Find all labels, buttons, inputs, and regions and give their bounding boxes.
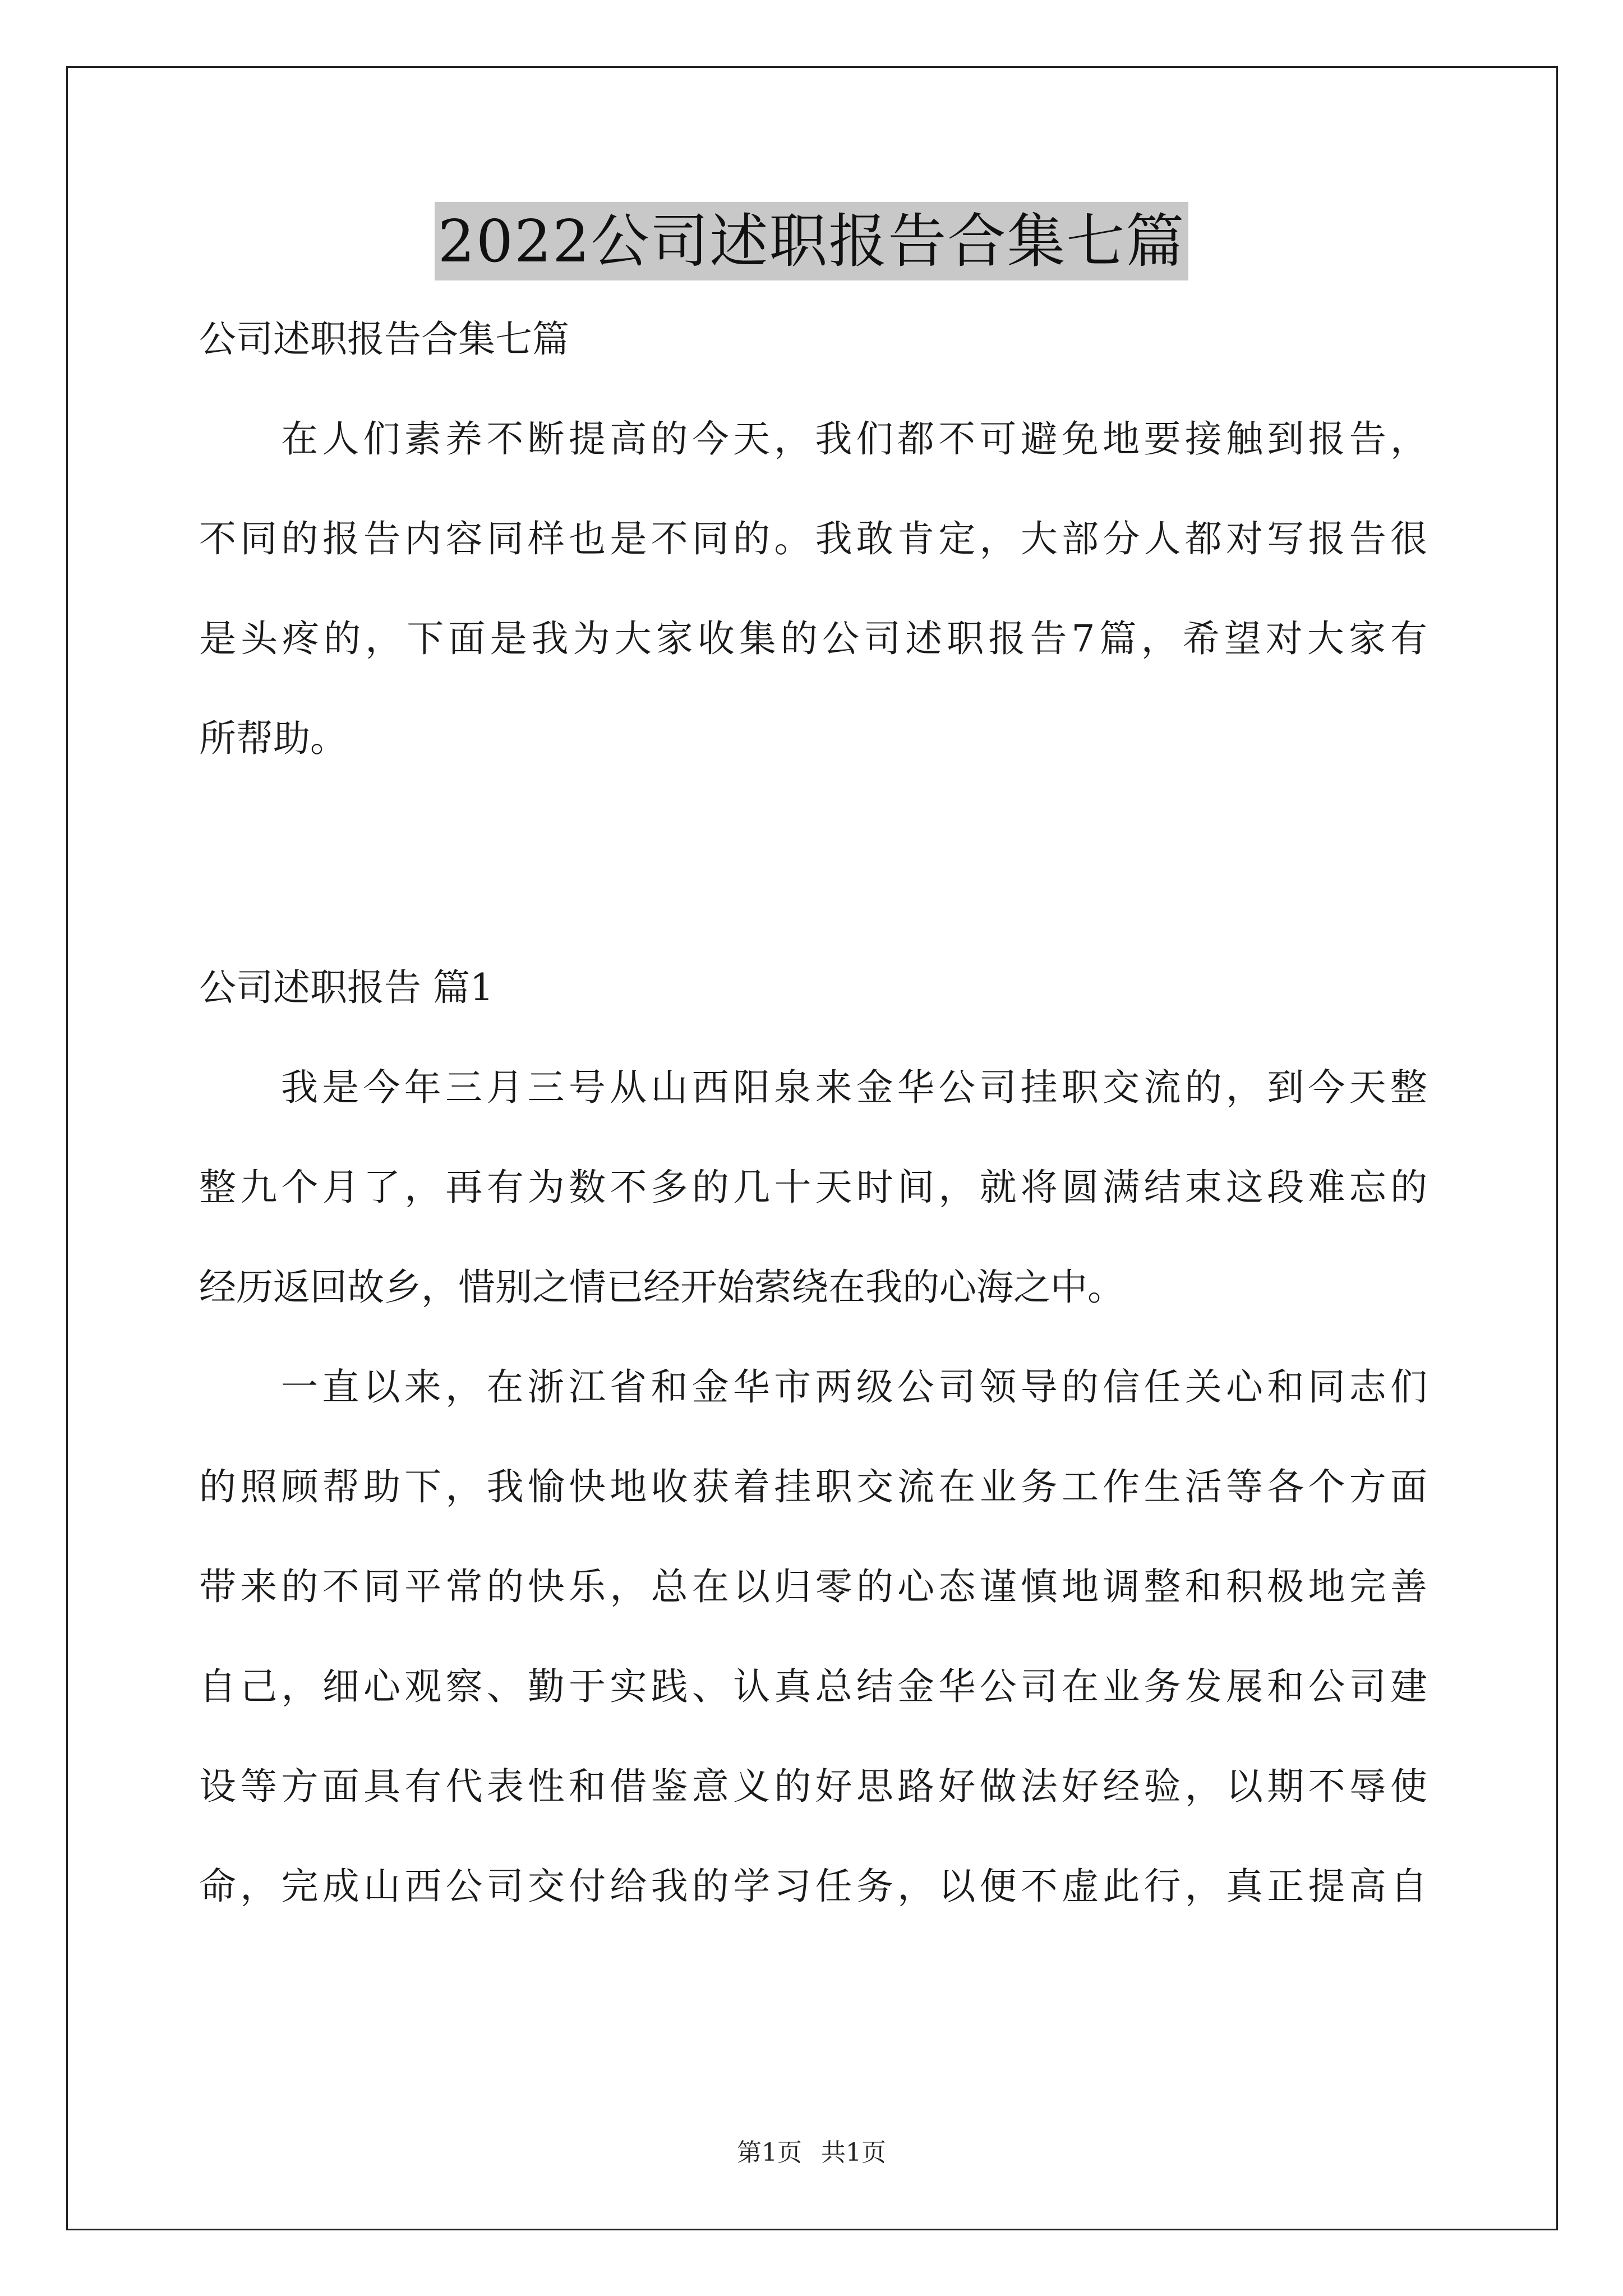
paragraph-line: 的照顾帮助下，我愉快地收获着挂职交流在业务工作生活等各个方面 bbox=[199, 1465, 1427, 1508]
page-number: 第1页 bbox=[737, 2138, 802, 2167]
intro-line: 在人们素养不断提高的今天，我们都不可避免地要接触到报告， bbox=[281, 417, 1427, 461]
section-heading: 公司述职报告 篇1 bbox=[199, 966, 494, 1009]
document-title: 2022公司述职报告合集七篇 bbox=[435, 202, 1189, 280]
intro-line: 所帮助。 bbox=[199, 717, 347, 760]
page-total: 共1页 bbox=[821, 2138, 886, 2167]
paragraph-line: 经历返回故乡，惜别之情已经开始萦绕在我的心海之中。 bbox=[199, 1266, 1124, 1309]
paragraph-line: 整九个月了，再有为数不多的几十天时间，就将圆满结束这段难忘的 bbox=[199, 1166, 1427, 1209]
paragraph-line: 带来的不同平常的快乐，总在以归零的心态谨慎地调整和积极地完善 bbox=[199, 1565, 1427, 1608]
page-footer bbox=[0, 2136, 1623, 2170]
subtitle: 公司述职报告合集七篇 bbox=[199, 318, 569, 361]
paragraph-line: 一直以来，在浙江省和金华市两级公司领导的信任关心和同志们 bbox=[281, 1365, 1427, 1409]
paragraph-line: 自己，细心观察、勤于实践、认真总结金华公司在业务发展和公司建 bbox=[199, 1665, 1427, 1708]
paragraph-line: 我是今年三月三号从山西阳泉来金华公司挂职交流的，到今天整 bbox=[281, 1066, 1427, 1109]
intro-line: 不同的报告内容同样也是不同的。我敢肯定，大部分人都对写报告很 bbox=[199, 517, 1427, 560]
title-wrap bbox=[0, 202, 1623, 280]
paragraph-line: 命，完成山西公司交付给我的学习任务，以便不虚此行，真正提高自 bbox=[199, 1865, 1427, 1908]
intro-line: 是头疼的，下面是我为大家收集的公司述职报告7篇，希望对大家有 bbox=[199, 617, 1427, 660]
paragraph-line: 设等方面具有代表性和借鉴意义的好思路好做法好经验，以期不辱使 bbox=[199, 1765, 1427, 1808]
